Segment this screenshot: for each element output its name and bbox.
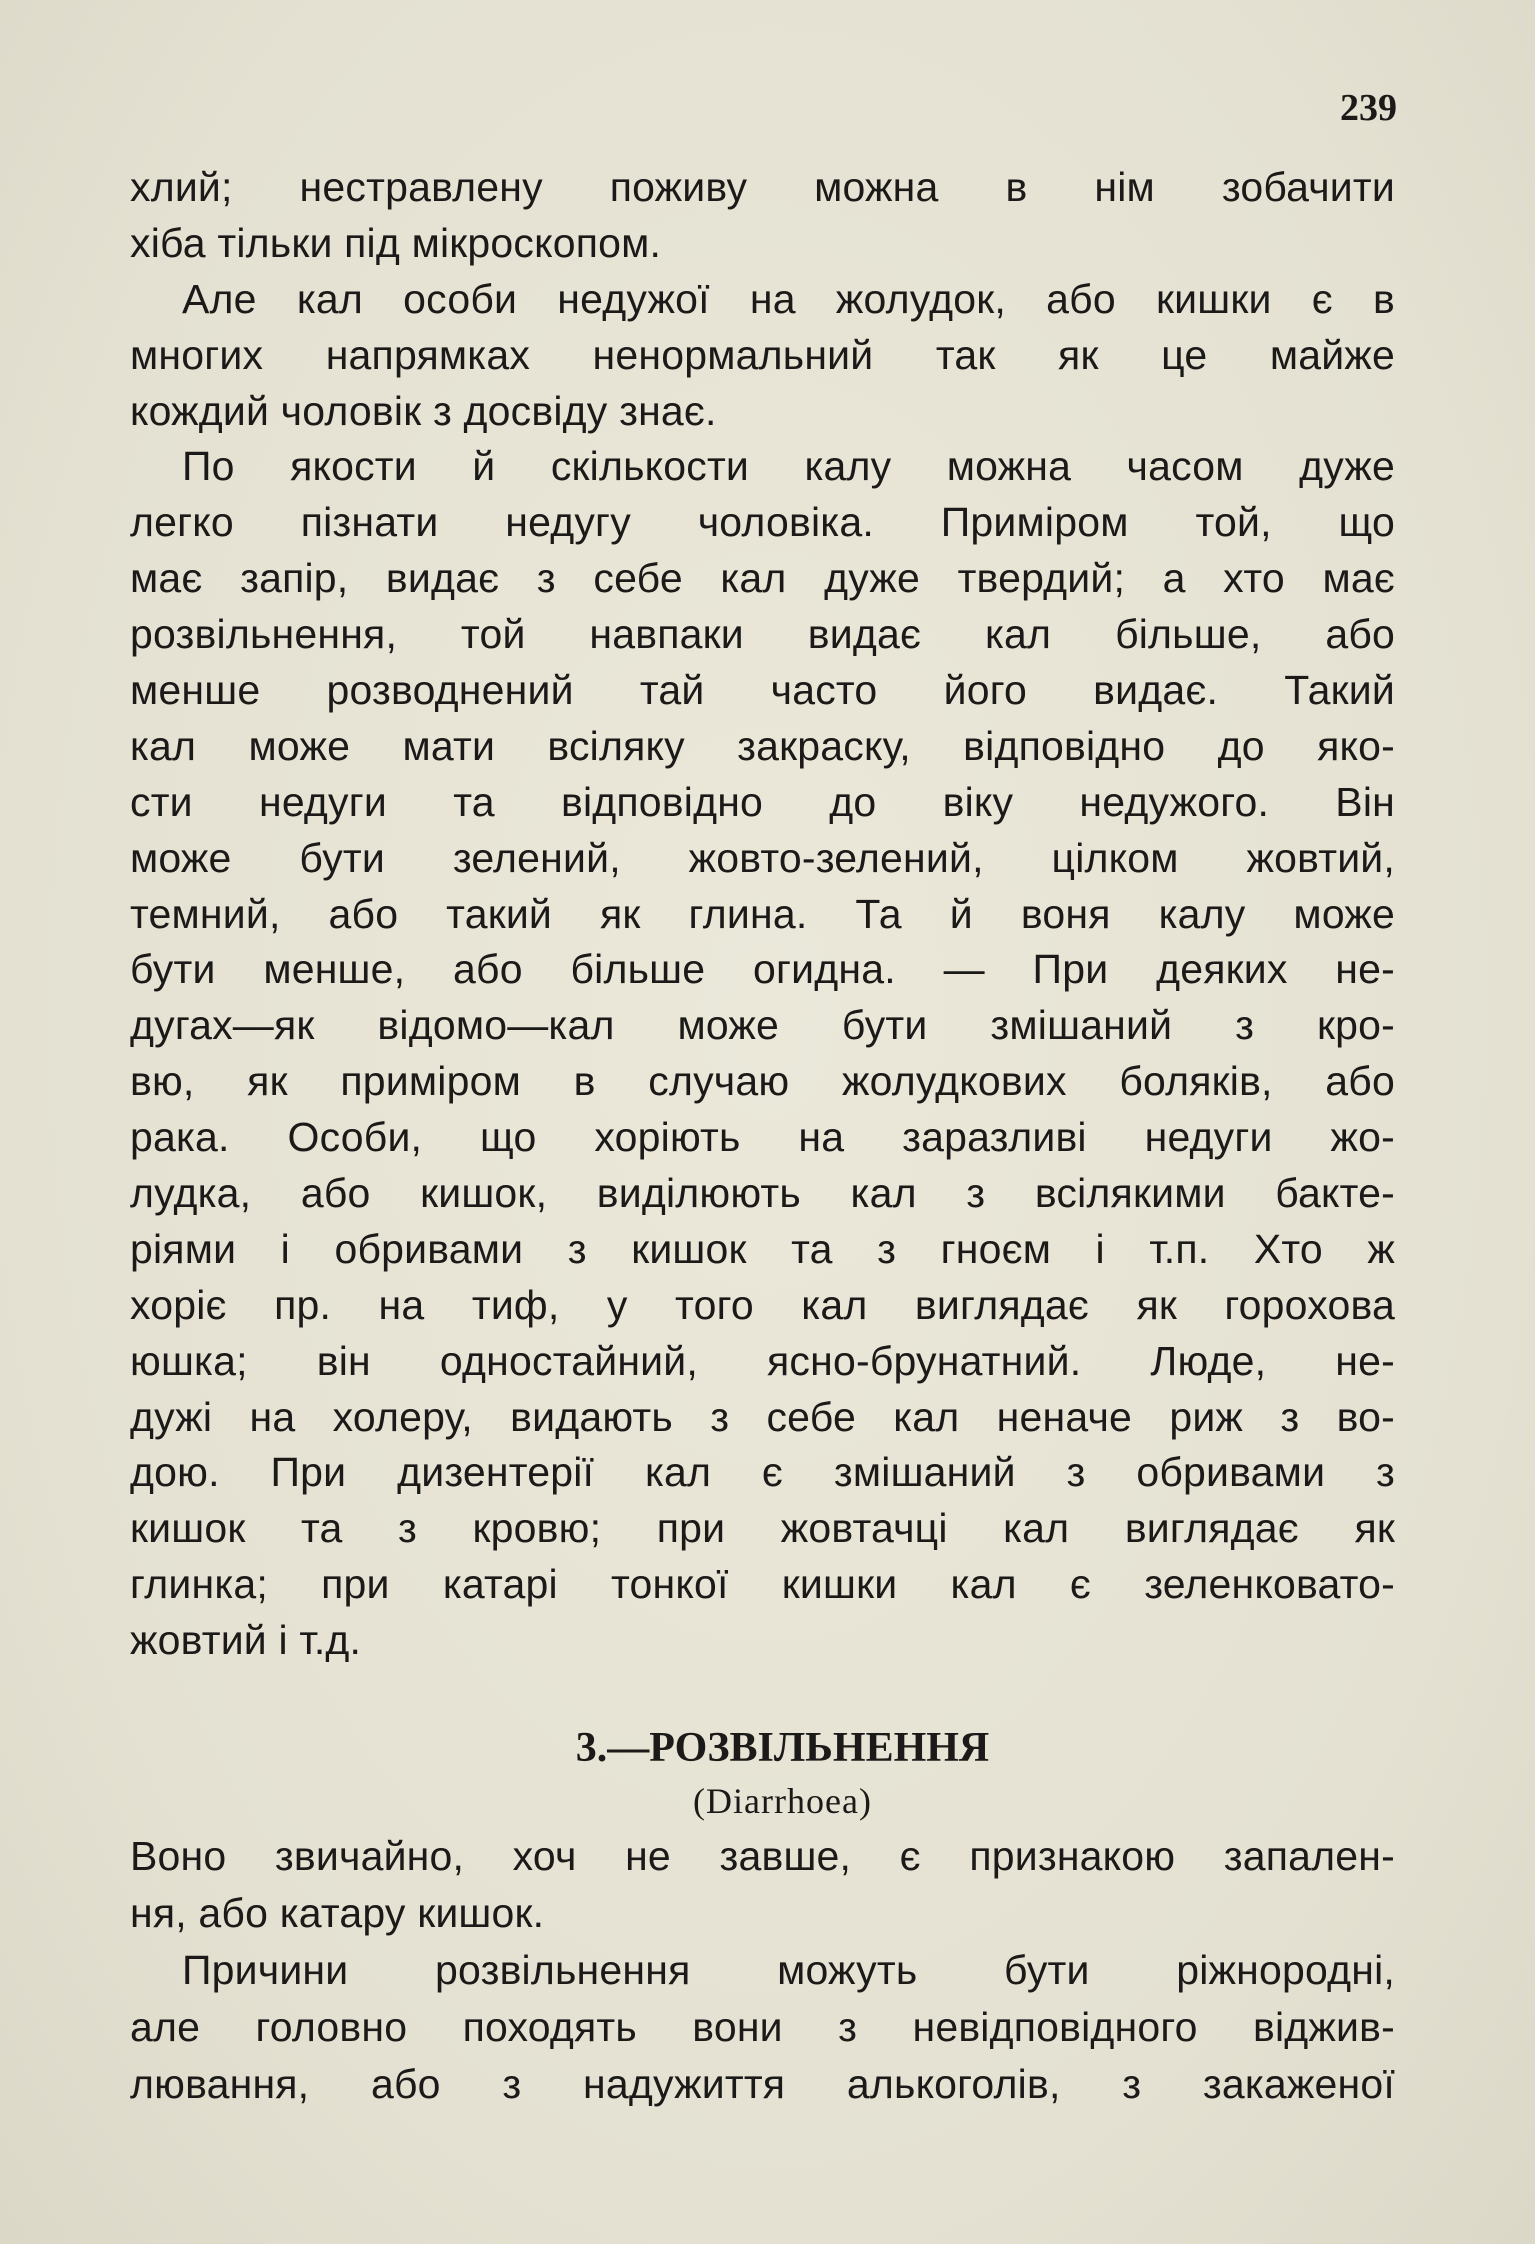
text-line: Причини розвільнення можуть бути ріжнородні, (182, 1947, 1395, 1993)
text-line: кождий чоловік з досвіду знає. (130, 387, 717, 434)
text-line: кал може мати всіляку закраску, відповідно до яко- (130, 722, 1395, 769)
text-line: ріями і обривами з кишок та з гноєм і т.п. Хто ж (130, 1225, 1395, 1272)
text-line: темний, або такий як глина. Та й воня калу може (130, 890, 1395, 937)
text-line: рака. Особи, що хоріють на заразливі недуги жо- (130, 1114, 1395, 1161)
section-title: 3.—РОЗВІЛЬНЕННЯ (575, 1725, 990, 1771)
text-line: кишок та з кровю; при жовтачці кал виглядає як (130, 1505, 1395, 1552)
text-line: лювання, або з надужиття алькоголів, з закаженої (130, 2061, 1395, 2107)
paragraph-3 (130, 439, 1395, 1669)
text-line: лудка, або кишок, виділюють кал з всілякими бакте- (130, 1170, 1395, 1217)
text-line: По якости й скількости калу можна часом дуже (182, 443, 1395, 490)
text-line: бути менше, або більше огидна. — При деяких не- (130, 946, 1395, 993)
paragraph-4 (130, 1828, 1395, 1942)
paragraph-2 (130, 272, 1395, 440)
text-line: многих напрямках ненормальний так як це майже (130, 331, 1395, 378)
text-line: хоріє пр. на тиф, у того кал виглядає як горохова (130, 1281, 1395, 1328)
text-line: хіба тільки під мікроскопом. (130, 219, 662, 266)
text-line: менше розводнений тай часто його видає. Такий (130, 667, 1395, 714)
text-line: юшка; він одностайний, ясно-брунатний. Люде, не- (130, 1337, 1395, 1384)
text-line: Воно звичайно, хоч не завше, є признакою запален- (130, 1833, 1395, 1879)
text-line: легко пізнати недугу чоловіка. Приміром той, що (130, 499, 1395, 546)
text-line: розвільнення, той навпаки видає кал більше, або (130, 611, 1395, 658)
text-line: Але кал особи недужої на жолудок, або кишки є в (182, 275, 1395, 322)
text-line: вю, як приміром в случаю жолудкових боляків, або (130, 1058, 1395, 1105)
text-line: але головно походять вони з невідповідного віджив- (130, 2004, 1395, 2050)
body-text-top (130, 160, 1395, 1669)
paragraph-1 (130, 160, 1395, 272)
section-heading (130, 1720, 1395, 1826)
paragraph-5 (130, 1942, 1395, 2113)
body-text-bottom (130, 1828, 1395, 2113)
text-line: сти недуги та відповідно до віку недужого. Він (130, 778, 1395, 825)
text-line: може бути зелений, жовто-зелений, цілком жовтий, (130, 834, 1395, 881)
text-line: дою. При дизентерії кал є змішаний з обривами з (130, 1449, 1395, 1496)
text-line: ня, або катару кишок. (130, 1890, 545, 1936)
text-line: глинка; при катарі тонкої кишки кал є зеленковато- (130, 1561, 1395, 1608)
page-number: 239 (1340, 87, 1397, 129)
text-line: дугах—як відомо—кал може бути змішаний з кро- (130, 1002, 1395, 1049)
text-line: жовтий і т.д. (130, 1617, 362, 1664)
text-line: дужі на холеру, видають з себе кал неначе риж з во- (130, 1393, 1395, 1440)
section-subtitle: (Diarrhoea) (693, 1781, 872, 1821)
text-line: має запір, видає з себе кал дуже твердий; а хто має (130, 555, 1395, 602)
text-line: хлий; нестравлену поживу можна в нім зобачити (130, 164, 1395, 210)
